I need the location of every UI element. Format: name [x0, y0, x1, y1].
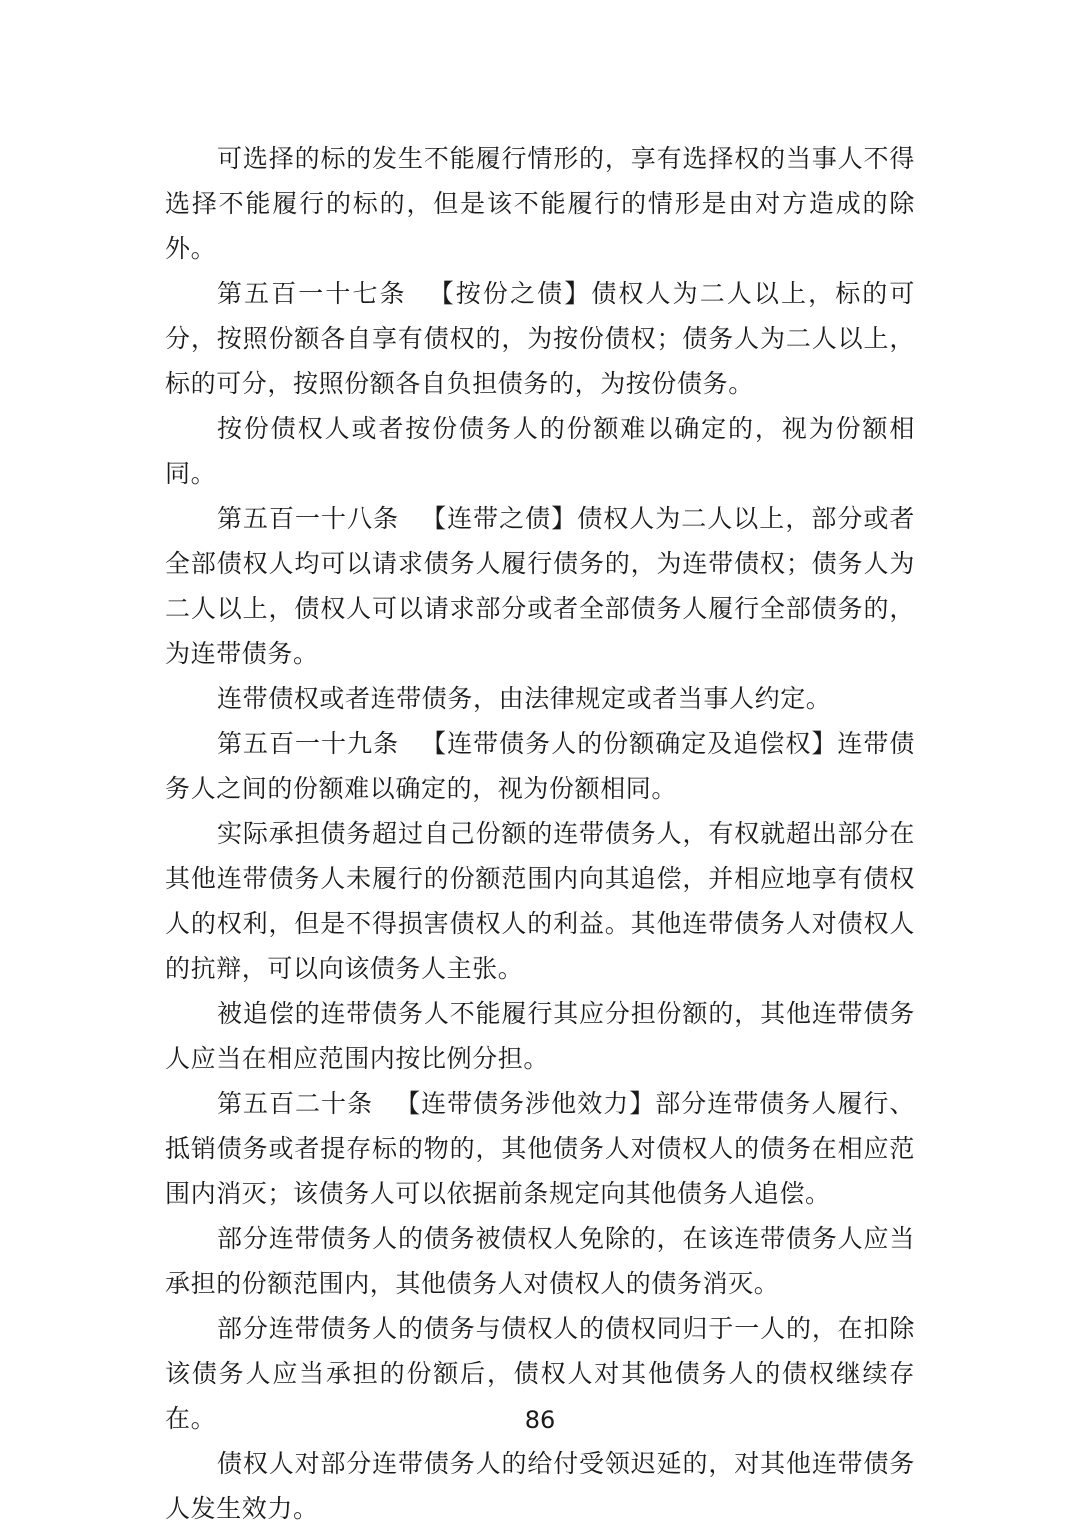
article-title: 【连带债务涉他效力】 [395, 1089, 656, 1118]
article-517 [165, 271, 915, 406]
paragraph-text: 可选择的标的发生不能履行情形的，享有选择权的当事人不得选择不能履行的标的，但是该不能履行的情形是由对方造成的除外。 [165, 144, 915, 263]
paragraph-text: 部分连带债务人的债务与债权人的债权同归于一人的，在扣除该债务人应当承担的份额后，债权人对其他债务人的债权继续存在。 [165, 1314, 915, 1433]
document-body [165, 136, 915, 1531]
article-518 [165, 496, 915, 676]
paragraph-7 [165, 811, 915, 991]
paragraph-10 [165, 1216, 915, 1306]
paragraph-5 [165, 676, 915, 721]
article-520 [165, 1081, 915, 1216]
paragraph-3 [165, 406, 915, 496]
paragraph-text: 债权人对部分连带债务人的给付受领迟延的，对其他连带债务人发生效力。 [165, 1449, 915, 1523]
article-title: 【按份之债】 [428, 279, 592, 308]
article-number: 第五百一十九条 [217, 729, 400, 758]
paragraph-text: 部分连带债务人的债务被债权人免除的，在该连带债务人应当承担的份额范围内，其他债务人对债权人的债务消灭。 [165, 1224, 915, 1298]
paragraph-12 [165, 1441, 915, 1531]
paragraph-text: 债权人为二人以上，部分或者全部债权人均可以请求债务人履行债务的，为连带债权；债务人为二人以上，债权人可以请求部分或者全部债务人履行全部债务的，为连带债务。 [165, 504, 915, 668]
paragraph-text: 被追偿的连带债务人不能履行其应分担份额的，其他连带债务人应当在相应范围内按比例分担。 [165, 999, 915, 1073]
paragraph-text: 债权人为二人以上，标的可分，按照份额各自享有债权的，为按份债权；债务人为二人以上，标的可分，按照份额各自负担债务的，为按份债务。 [165, 279, 916, 398]
article-number: 第五百一十八条 [217, 504, 400, 533]
paragraph-1 [165, 136, 915, 271]
article-number: 第五百一十七条 [217, 279, 407, 308]
paragraph-text: 部分连带债务人履行、抵销债务或者提存标的物的，其他债务人对债权人的债务在相应范围内消灭；该债务人可以依据前条规定向其他债务人追偿。 [165, 1089, 915, 1208]
paragraph-text: 按份债权人或者按份债务人的份额难以确定的，视为份额相同。 [165, 414, 915, 488]
article-title: 【连带债务人的份额确定及追偿权】 [421, 729, 838, 758]
paragraph-text: 连带债务人之间的份额难以确定的，视为份额相同。 [165, 729, 915, 803]
article-title: 【连带之债】 [421, 504, 578, 533]
paragraph-text: 实际承担债务超过自己份额的连带债务人，有权就超出部分在其他连带债务人未履行的份额范围内向其追偿，并相应地享有债权人的权利，但是不得损害债权人的利益。其他连带债务人对债权人的抗辩，可以向该债务人主张。 [165, 819, 915, 983]
paragraph-text: 连带债权或者连带债务，由法律规定或者当事人约定。 [217, 684, 832, 713]
article-number: 第五百二十条 [217, 1089, 374, 1118]
article-519 [165, 721, 915, 811]
paragraph-8 [165, 991, 915, 1081]
page-number: 86 [524, 1406, 556, 1434]
